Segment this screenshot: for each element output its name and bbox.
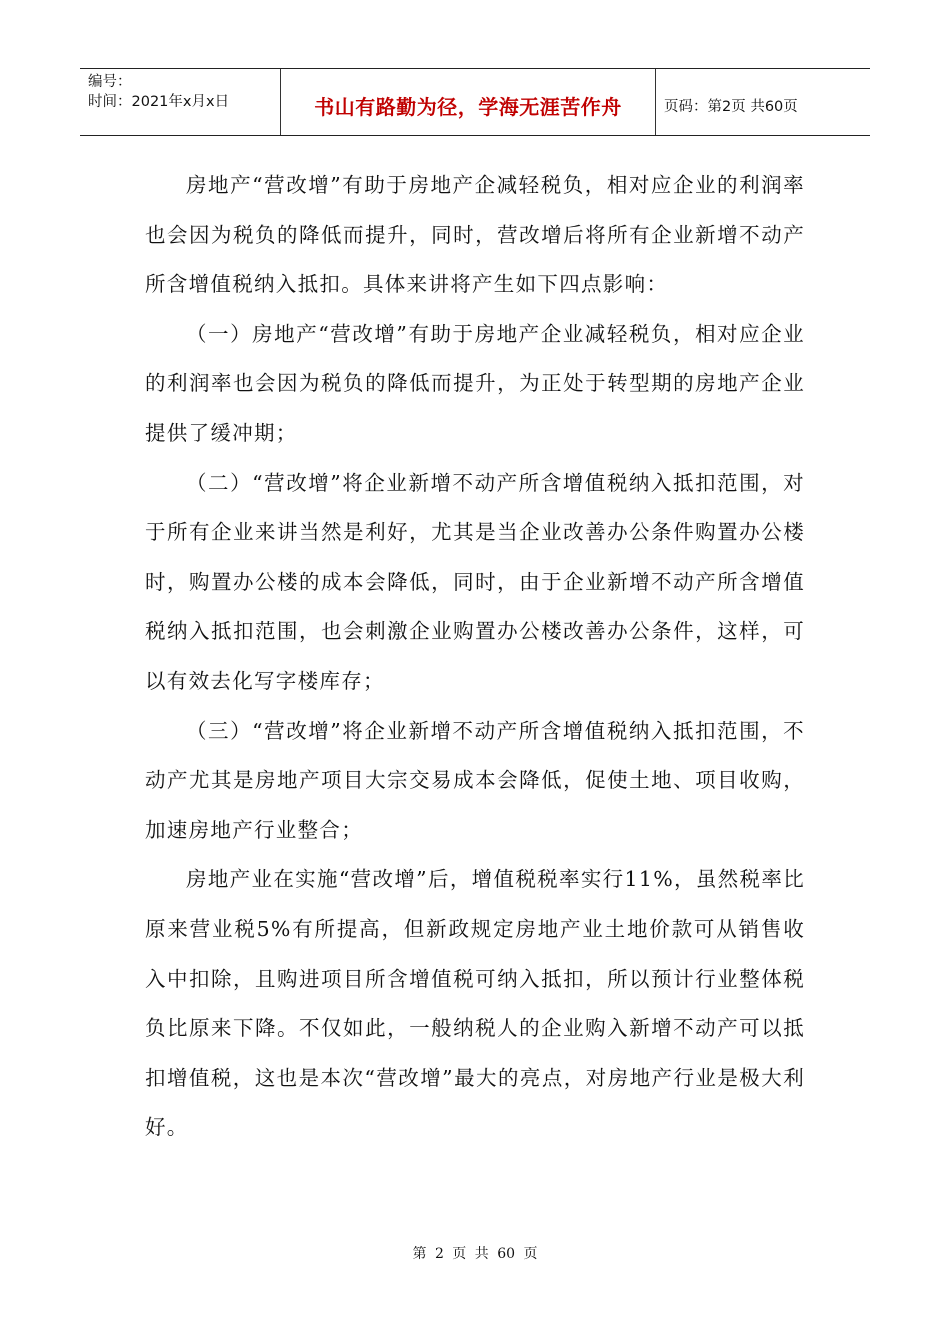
- header-page-info-cell: [656, 69, 870, 135]
- paragraph-intro: 房地产“营改增”有助于房地产企减轻税负，相对应企业的利润率也会因为税负的降低而提升，同时，营改增后将所有企业新增不动产所含增值税纳入抵扣。具体来讲将产生如下四点影响：: [145, 173, 805, 297]
- paragraph-point-3: （三）“营改增”将企业新增不动产所含增值税纳入抵扣范围，不动产尤其是房地产项目大宗交易成本会降低，促使土地、项目收购，加速房地产行业整合；: [145, 718, 805, 842]
- paragraph-point-2: （二）“营改增”将企业新增不动产所含增值税纳入抵扣范围，对于所有企业来讲当然是利好，尤其是当企业改善办公条件购置办公楼时，购置办公楼的成本会降低，同时，由于企业新增不动产所含增值税纳入抵扣范围，也会刺激企业购置办公楼改善办公条件，这样，可以有效去化写字楼库存；: [145, 470, 805, 693]
- document-number-label: 编号：: [88, 74, 132, 90]
- page-footer: [0, 1243, 950, 1263]
- footer-page-number: 第 2 页 共 60 页: [412, 1246, 538, 1262]
- document-header: [80, 68, 870, 136]
- header-page-info: 页码：第2页 共60页: [664, 98, 798, 115]
- header-info-cell: [80, 69, 281, 135]
- document-time-label: 时间：2021年x月x日: [88, 94, 230, 110]
- header-motto-cell: [281, 69, 656, 135]
- paragraph-conclusion: 房地产业在实施“营改增”后，增值税税率实行11%，虽然税率比原来营业税5%有所提高，但新政规定房地产业土地价款可从销售收入中扣除，且购进项目所含增值税可纳入抵扣，所以预计行业整体税负比原来下降。不仅如此，一般纳税人的企业购入新增不动产可以抵扣增值税，这也是本次“营改增”最大的亮点，对房地产行业是极大利好。: [145, 867, 805, 1140]
- header-motto: 书山有路勤为径，学海无涯苦作舟: [314, 94, 622, 119]
- paragraph-point-1: （一）房地产“营改增”有助于房地产企业减轻税负，相对应企业的利润率也会因为税负的降低而提升，为正处于转型期的房地产企业提供了缓冲期；: [145, 321, 805, 445]
- document-body: [145, 161, 805, 1153]
